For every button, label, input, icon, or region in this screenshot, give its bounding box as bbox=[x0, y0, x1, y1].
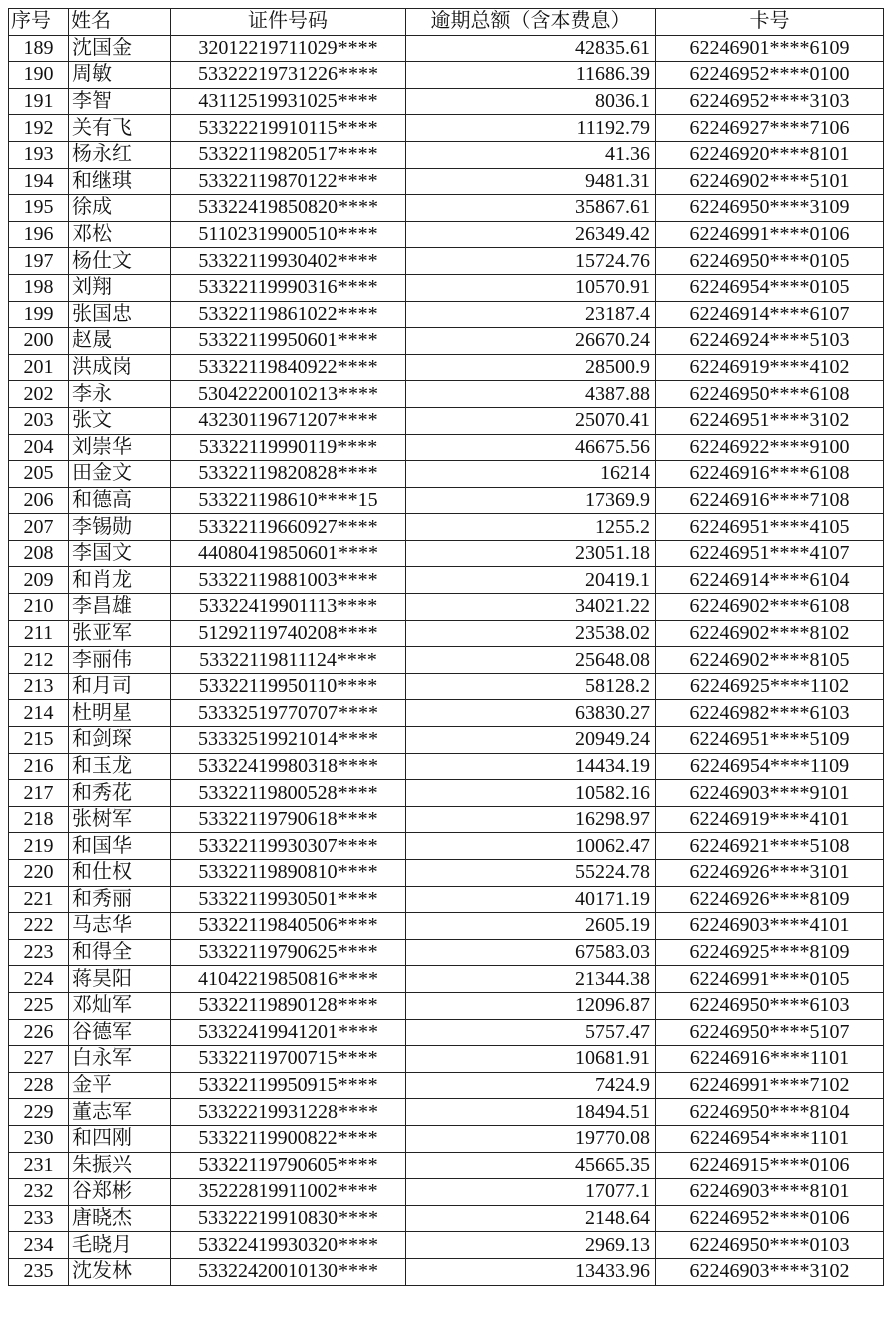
id-number: 53322119870122**** bbox=[171, 168, 406, 195]
card-number: 62246914****6107 bbox=[656, 301, 884, 328]
card-number: 62246950****0105 bbox=[656, 248, 884, 275]
table-row bbox=[9, 913, 884, 940]
id-number: 53322119990316**** bbox=[171, 274, 406, 301]
overdue-amount: 10062.47 bbox=[406, 833, 656, 860]
person-name: 刘崇华 bbox=[69, 434, 171, 461]
row-index: 201 bbox=[9, 354, 69, 381]
person-name: 和仕权 bbox=[69, 860, 171, 887]
person-name: 邓松 bbox=[69, 221, 171, 248]
row-index: 195 bbox=[9, 195, 69, 222]
person-name: 朱振兴 bbox=[69, 1152, 171, 1179]
card-number: 62246954****1109 bbox=[656, 753, 884, 780]
person-name: 沈发林 bbox=[69, 1258, 171, 1285]
id-number: 53322119790605**** bbox=[171, 1152, 406, 1179]
card-number: 62246903****3102 bbox=[656, 1258, 884, 1285]
row-index: 197 bbox=[9, 248, 69, 275]
id-number: 43112519931025**** bbox=[171, 88, 406, 115]
card-number: 62246952****3103 bbox=[656, 88, 884, 115]
overdue-amount: 26349.42 bbox=[406, 221, 656, 248]
overdue-amount: 17077.1 bbox=[406, 1179, 656, 1206]
card-number: 62246921****5108 bbox=[656, 833, 884, 860]
table-row bbox=[9, 567, 884, 594]
person-name: 周敏 bbox=[69, 62, 171, 89]
overdue-amount: 35867.61 bbox=[406, 195, 656, 222]
id-number: 53322419901113**** bbox=[171, 594, 406, 621]
table-row bbox=[9, 1205, 884, 1232]
overdue-amount: 26670.24 bbox=[406, 328, 656, 355]
person-name: 杨仕文 bbox=[69, 248, 171, 275]
overdue-amount: 5757.47 bbox=[406, 1019, 656, 1046]
overdue-amount: 12096.87 bbox=[406, 992, 656, 1019]
id-number: 53332519770707**** bbox=[171, 700, 406, 727]
header-overdue-amount: 逾期总额（含本费息） bbox=[406, 9, 656, 36]
id-number: 51102319900510**** bbox=[171, 221, 406, 248]
card-number: 62246916****7108 bbox=[656, 487, 884, 514]
person-name: 蒋昊阳 bbox=[69, 966, 171, 993]
table-row bbox=[9, 168, 884, 195]
person-name: 谷郑彬 bbox=[69, 1179, 171, 1206]
table-row bbox=[9, 1179, 884, 1206]
card-number: 62246916****6108 bbox=[656, 461, 884, 488]
table-row bbox=[9, 540, 884, 567]
row-index: 235 bbox=[9, 1258, 69, 1285]
id-number: 32012219711029**** bbox=[171, 35, 406, 62]
overdue-amount: 1255.2 bbox=[406, 514, 656, 541]
id-number: 53322219731226**** bbox=[171, 62, 406, 89]
card-number: 62246925****1102 bbox=[656, 673, 884, 700]
row-index: 231 bbox=[9, 1152, 69, 1179]
overdue-amount: 63830.27 bbox=[406, 700, 656, 727]
row-index: 218 bbox=[9, 806, 69, 833]
overdue-amount: 19770.08 bbox=[406, 1125, 656, 1152]
card-number: 62246951****4105 bbox=[656, 514, 884, 541]
row-index: 223 bbox=[9, 939, 69, 966]
row-index: 227 bbox=[9, 1046, 69, 1073]
table-row bbox=[9, 1099, 884, 1126]
table-row bbox=[9, 35, 884, 62]
person-name: 赵晟 bbox=[69, 328, 171, 355]
id-number: 53322119800528**** bbox=[171, 780, 406, 807]
person-name: 和玉龙 bbox=[69, 753, 171, 780]
table-row bbox=[9, 1125, 884, 1152]
overdue-amount: 20949.24 bbox=[406, 727, 656, 754]
table-row bbox=[9, 1072, 884, 1099]
overdue-debt-table bbox=[8, 8, 884, 1286]
overdue-amount: 45665.35 bbox=[406, 1152, 656, 1179]
row-index: 192 bbox=[9, 115, 69, 142]
id-number: 53322419930320**** bbox=[171, 1232, 406, 1259]
overdue-amount: 9481.31 bbox=[406, 168, 656, 195]
id-number: 35222819911002**** bbox=[171, 1179, 406, 1206]
card-number: 62246902****6108 bbox=[656, 594, 884, 621]
row-index: 205 bbox=[9, 461, 69, 488]
card-number: 62246991****7102 bbox=[656, 1072, 884, 1099]
table-row bbox=[9, 833, 884, 860]
overdue-amount: 23051.18 bbox=[406, 540, 656, 567]
table-row bbox=[9, 647, 884, 674]
person-name: 杨永红 bbox=[69, 141, 171, 168]
card-number: 62246926****3101 bbox=[656, 860, 884, 887]
card-number: 62246925****8109 bbox=[656, 939, 884, 966]
table-row bbox=[9, 966, 884, 993]
id-number: 41042219850816**** bbox=[171, 966, 406, 993]
id-number: 53322119930307**** bbox=[171, 833, 406, 860]
card-number: 62246903****8101 bbox=[656, 1179, 884, 1206]
table-row bbox=[9, 115, 884, 142]
table-row bbox=[9, 992, 884, 1019]
id-number: 53322119950601**** bbox=[171, 328, 406, 355]
card-number: 62246951****4107 bbox=[656, 540, 884, 567]
row-index: 193 bbox=[9, 141, 69, 168]
overdue-amount: 46675.56 bbox=[406, 434, 656, 461]
person-name: 金平 bbox=[69, 1072, 171, 1099]
row-index: 208 bbox=[9, 540, 69, 567]
table-row bbox=[9, 514, 884, 541]
card-number: 62246927****7106 bbox=[656, 115, 884, 142]
id-number: 53322119950110**** bbox=[171, 673, 406, 700]
overdue-amount: 14434.19 bbox=[406, 753, 656, 780]
table-row bbox=[9, 594, 884, 621]
table-row bbox=[9, 407, 884, 434]
header-index: 序号 bbox=[9, 9, 69, 36]
card-number: 62246950****5107 bbox=[656, 1019, 884, 1046]
table-row bbox=[9, 727, 884, 754]
table-row bbox=[9, 939, 884, 966]
table-row bbox=[9, 1152, 884, 1179]
person-name: 马志华 bbox=[69, 913, 171, 940]
row-index: 225 bbox=[9, 992, 69, 1019]
row-index: 229 bbox=[9, 1099, 69, 1126]
row-index: 203 bbox=[9, 407, 69, 434]
row-index: 204 bbox=[9, 434, 69, 461]
id-number: 53042220010213**** bbox=[171, 381, 406, 408]
person-name: 毛晓月 bbox=[69, 1232, 171, 1259]
table-row bbox=[9, 381, 884, 408]
table-row bbox=[9, 248, 884, 275]
id-number: 53322119890810**** bbox=[171, 860, 406, 887]
overdue-amount: 40171.19 bbox=[406, 886, 656, 913]
id-number: 53322119990119**** bbox=[171, 434, 406, 461]
card-number: 62246952****0100 bbox=[656, 62, 884, 89]
card-number: 62246916****1101 bbox=[656, 1046, 884, 1073]
table-body bbox=[9, 35, 884, 1285]
person-name: 和月司 bbox=[69, 673, 171, 700]
overdue-amount: 11192.79 bbox=[406, 115, 656, 142]
person-name: 和剑琛 bbox=[69, 727, 171, 754]
table-row bbox=[9, 487, 884, 514]
row-index: 212 bbox=[9, 647, 69, 674]
id-number: 53322119930402**** bbox=[171, 248, 406, 275]
person-name: 和秀丽 bbox=[69, 886, 171, 913]
row-index: 206 bbox=[9, 487, 69, 514]
card-number: 62246950****8104 bbox=[656, 1099, 884, 1126]
card-number: 62246924****5103 bbox=[656, 328, 884, 355]
person-name: 和国华 bbox=[69, 833, 171, 860]
table-row bbox=[9, 673, 884, 700]
overdue-amount: 7424.9 bbox=[406, 1072, 656, 1099]
person-name: 谷德军 bbox=[69, 1019, 171, 1046]
table-row bbox=[9, 1019, 884, 1046]
id-number: 53322119790618**** bbox=[171, 806, 406, 833]
row-index: 194 bbox=[9, 168, 69, 195]
card-number: 62246982****6103 bbox=[656, 700, 884, 727]
table-row bbox=[9, 274, 884, 301]
row-index: 210 bbox=[9, 594, 69, 621]
row-index: 200 bbox=[9, 328, 69, 355]
id-number: 53322419850820**** bbox=[171, 195, 406, 222]
id-number: 53322119950915**** bbox=[171, 1072, 406, 1099]
card-number: 62246922****9100 bbox=[656, 434, 884, 461]
person-name: 沈国金 bbox=[69, 35, 171, 62]
card-number: 62246919****4102 bbox=[656, 354, 884, 381]
card-number: 62246919****4101 bbox=[656, 806, 884, 833]
overdue-amount: 10570.91 bbox=[406, 274, 656, 301]
overdue-amount: 4387.88 bbox=[406, 381, 656, 408]
id-number: 53322119890128**** bbox=[171, 992, 406, 1019]
person-name: 邓灿军 bbox=[69, 992, 171, 1019]
card-number: 62246951****5109 bbox=[656, 727, 884, 754]
row-index: 220 bbox=[9, 860, 69, 887]
id-number: 53322119930501**** bbox=[171, 886, 406, 913]
header-name: 姓名 bbox=[69, 9, 171, 36]
row-index: 228 bbox=[9, 1072, 69, 1099]
table-row bbox=[9, 1046, 884, 1073]
person-name: 董志军 bbox=[69, 1099, 171, 1126]
id-number: 44080419850601**** bbox=[171, 540, 406, 567]
table-row bbox=[9, 354, 884, 381]
person-name: 徐成 bbox=[69, 195, 171, 222]
person-name: 白永军 bbox=[69, 1046, 171, 1073]
header-row bbox=[9, 9, 884, 36]
card-number: 62246951****3102 bbox=[656, 407, 884, 434]
card-number: 62246991****0105 bbox=[656, 966, 884, 993]
card-number: 62246902****8102 bbox=[656, 620, 884, 647]
row-index: 221 bbox=[9, 886, 69, 913]
card-number: 62246926****8109 bbox=[656, 886, 884, 913]
table-row bbox=[9, 860, 884, 887]
overdue-amount: 28500.9 bbox=[406, 354, 656, 381]
row-index: 222 bbox=[9, 913, 69, 940]
table-row bbox=[9, 301, 884, 328]
table-row bbox=[9, 886, 884, 913]
id-number: 53322419980318**** bbox=[171, 753, 406, 780]
header-id-number: 证件号码 bbox=[171, 9, 406, 36]
row-index: 216 bbox=[9, 753, 69, 780]
person-name: 和继琪 bbox=[69, 168, 171, 195]
person-name: 洪成岗 bbox=[69, 354, 171, 381]
row-index: 217 bbox=[9, 780, 69, 807]
table-row bbox=[9, 780, 884, 807]
overdue-amount: 41.36 bbox=[406, 141, 656, 168]
row-index: 224 bbox=[9, 966, 69, 993]
id-number: 53322119840922**** bbox=[171, 354, 406, 381]
row-index: 196 bbox=[9, 221, 69, 248]
overdue-amount: 2148.64 bbox=[406, 1205, 656, 1232]
overdue-amount: 23187.4 bbox=[406, 301, 656, 328]
card-number: 62246914****6104 bbox=[656, 567, 884, 594]
row-index: 214 bbox=[9, 700, 69, 727]
card-number: 62246902****5101 bbox=[656, 168, 884, 195]
row-index: 191 bbox=[9, 88, 69, 115]
row-index: 226 bbox=[9, 1019, 69, 1046]
card-number: 62246920****8101 bbox=[656, 141, 884, 168]
table-row bbox=[9, 806, 884, 833]
id-number: 53322119811124**** bbox=[171, 647, 406, 674]
overdue-amount: 10582.16 bbox=[406, 780, 656, 807]
person-name: 李丽伟 bbox=[69, 647, 171, 674]
card-number: 62246915****0106 bbox=[656, 1152, 884, 1179]
id-number: 43230119671207**** bbox=[171, 407, 406, 434]
row-index: 207 bbox=[9, 514, 69, 541]
table-row bbox=[9, 195, 884, 222]
card-number: 62246954****1101 bbox=[656, 1125, 884, 1152]
overdue-amount: 16214 bbox=[406, 461, 656, 488]
overdue-amount: 67583.03 bbox=[406, 939, 656, 966]
person-name: 李锡勋 bbox=[69, 514, 171, 541]
row-index: 209 bbox=[9, 567, 69, 594]
person-name: 和德高 bbox=[69, 487, 171, 514]
person-name: 张文 bbox=[69, 407, 171, 434]
overdue-amount: 16298.97 bbox=[406, 806, 656, 833]
card-number: 62246903****9101 bbox=[656, 780, 884, 807]
person-name: 和秀花 bbox=[69, 780, 171, 807]
row-index: 233 bbox=[9, 1205, 69, 1232]
row-index: 199 bbox=[9, 301, 69, 328]
id-number: 53322119881003**** bbox=[171, 567, 406, 594]
id-number: 53322119900822**** bbox=[171, 1125, 406, 1152]
card-number: 62246950****3109 bbox=[656, 195, 884, 222]
overdue-amount: 2605.19 bbox=[406, 913, 656, 940]
overdue-amount: 34021.22 bbox=[406, 594, 656, 621]
card-number: 62246954****0105 bbox=[656, 274, 884, 301]
overdue-amount: 23538.02 bbox=[406, 620, 656, 647]
table-row bbox=[9, 620, 884, 647]
row-index: 232 bbox=[9, 1179, 69, 1206]
overdue-amount: 10681.91 bbox=[406, 1046, 656, 1073]
overdue-amount: 15724.76 bbox=[406, 248, 656, 275]
row-index: 198 bbox=[9, 274, 69, 301]
row-index: 215 bbox=[9, 727, 69, 754]
person-name: 杜明星 bbox=[69, 700, 171, 727]
row-index: 211 bbox=[9, 620, 69, 647]
table-row bbox=[9, 461, 884, 488]
id-number: 51292119740208**** bbox=[171, 620, 406, 647]
row-index: 234 bbox=[9, 1232, 69, 1259]
id-number: 53322219910115**** bbox=[171, 115, 406, 142]
table-row bbox=[9, 1232, 884, 1259]
overdue-amount: 21344.38 bbox=[406, 966, 656, 993]
header-card-number: 卡号 bbox=[656, 9, 884, 36]
row-index: 213 bbox=[9, 673, 69, 700]
table-row bbox=[9, 88, 884, 115]
row-index: 190 bbox=[9, 62, 69, 89]
person-name: 张树军 bbox=[69, 806, 171, 833]
id-number: 53322119820828**** bbox=[171, 461, 406, 488]
id-number: 53322219931228**** bbox=[171, 1099, 406, 1126]
table-row bbox=[9, 328, 884, 355]
overdue-amount: 20419.1 bbox=[406, 567, 656, 594]
person-name: 和得全 bbox=[69, 939, 171, 966]
id-number: 53322419941201**** bbox=[171, 1019, 406, 1046]
card-number: 62246902****8105 bbox=[656, 647, 884, 674]
person-name: 李永 bbox=[69, 381, 171, 408]
card-number: 62246991****0106 bbox=[656, 221, 884, 248]
person-name: 唐晓杰 bbox=[69, 1205, 171, 1232]
person-name: 张亚军 bbox=[69, 620, 171, 647]
person-name: 和四刚 bbox=[69, 1125, 171, 1152]
overdue-amount: 25648.08 bbox=[406, 647, 656, 674]
overdue-amount: 18494.51 bbox=[406, 1099, 656, 1126]
card-number: 62246901****6109 bbox=[656, 35, 884, 62]
overdue-amount: 58128.2 bbox=[406, 673, 656, 700]
table-row bbox=[9, 434, 884, 461]
table-row bbox=[9, 141, 884, 168]
card-number: 62246950****6103 bbox=[656, 992, 884, 1019]
card-number: 62246952****0106 bbox=[656, 1205, 884, 1232]
person-name: 张国忠 bbox=[69, 301, 171, 328]
person-name: 和肖龙 bbox=[69, 567, 171, 594]
overdue-amount: 2969.13 bbox=[406, 1232, 656, 1259]
id-number: 53322119790625**** bbox=[171, 939, 406, 966]
person-name: 关有飞 bbox=[69, 115, 171, 142]
id-number: 53322119861022**** bbox=[171, 301, 406, 328]
card-number: 62246950****6108 bbox=[656, 381, 884, 408]
table-row bbox=[9, 753, 884, 780]
table-row bbox=[9, 62, 884, 89]
overdue-amount: 13433.96 bbox=[406, 1258, 656, 1285]
overdue-amount: 11686.39 bbox=[406, 62, 656, 89]
table-row bbox=[9, 1258, 884, 1285]
person-name: 田金文 bbox=[69, 461, 171, 488]
overdue-amount: 55224.78 bbox=[406, 860, 656, 887]
row-index: 230 bbox=[9, 1125, 69, 1152]
table-row bbox=[9, 221, 884, 248]
id-number: 53322119660927**** bbox=[171, 514, 406, 541]
id-number: 53322420010130**** bbox=[171, 1258, 406, 1285]
card-number: 62246903****4101 bbox=[656, 913, 884, 940]
card-number: 62246950****0103 bbox=[656, 1232, 884, 1259]
person-name: 刘翔 bbox=[69, 274, 171, 301]
row-index: 189 bbox=[9, 35, 69, 62]
id-number: 53332519921014**** bbox=[171, 727, 406, 754]
id-number: 533221198610****15 bbox=[171, 487, 406, 514]
table-row bbox=[9, 700, 884, 727]
overdue-amount: 25070.41 bbox=[406, 407, 656, 434]
id-number: 53322119700715**** bbox=[171, 1046, 406, 1073]
overdue-amount: 17369.9 bbox=[406, 487, 656, 514]
row-index: 202 bbox=[9, 381, 69, 408]
person-name: 李智 bbox=[69, 88, 171, 115]
id-number: 53322119820517**** bbox=[171, 141, 406, 168]
id-number: 53322219910830**** bbox=[171, 1205, 406, 1232]
person-name: 李国文 bbox=[69, 540, 171, 567]
row-index: 219 bbox=[9, 833, 69, 860]
overdue-amount: 42835.61 bbox=[406, 35, 656, 62]
id-number: 53322119840506**** bbox=[171, 913, 406, 940]
person-name: 李昌雄 bbox=[69, 594, 171, 621]
overdue-amount: 8036.1 bbox=[406, 88, 656, 115]
